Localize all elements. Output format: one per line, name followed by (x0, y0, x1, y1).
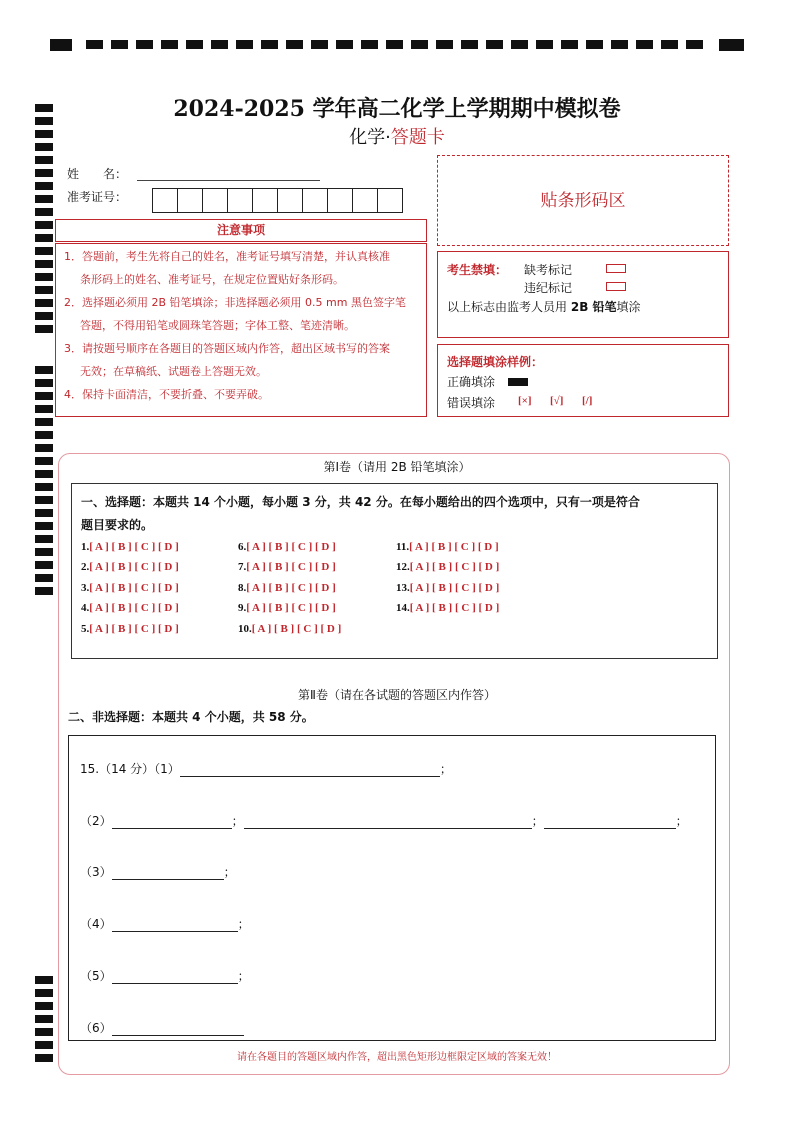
answer-line[interactable] (112, 815, 232, 829)
notice-title: 注意事项 (216, 223, 265, 237)
mc-question-12[interactable] (396, 561, 499, 573)
name-label: 姓 名： (67, 167, 128, 181)
page-title: 2024-2025 学年高二化学上学期期中模拟卷 (173, 96, 621, 122)
mc-question-5[interactable] (81, 623, 179, 635)
q15-label: 15.（14 分）（1） (80, 762, 180, 776)
wrong-fill-label: 错误填涂 (447, 396, 496, 410)
answer-line[interactable] (244, 815, 532, 829)
forbidden-title: 考生禁填： (447, 263, 508, 277)
correct-fill-sample (508, 378, 528, 386)
mc-number: 13. (396, 582, 410, 594)
semicolon: ； (439, 762, 452, 776)
sub-label: （5） (80, 969, 112, 983)
absent-label: 缺考标记 (524, 263, 573, 277)
violation-label: 违纪标记 (524, 281, 573, 295)
violation-mark-box[interactable] (606, 282, 626, 291)
semicolon: ； (223, 865, 236, 879)
sub-label: （4） (80, 917, 112, 931)
notice-item: 条形码上的姓名、准考证号，在规定位置贴好条形码。 (80, 273, 344, 286)
mc-options[interactable]: [ A ] [ B ] [ C ] [ D ] (89, 623, 179, 635)
mc-options[interactable]: [ A ] [ B ] [ C ] [ D ] (246, 541, 336, 553)
page-subtitle (0, 123, 794, 149)
subtitle-subject: 化学· (349, 127, 391, 148)
mc-number: 4. (81, 602, 90, 614)
part2-title: 第Ⅱ卷（请在各试题的答题区内作答） (298, 688, 496, 702)
notice-item: 2．选择题必须用 2B 铅笔填涂；非选择题必须用 0.5 mm 黑色签字笔 (64, 296, 406, 309)
fill-example-title: 选择题填涂样例： (447, 355, 544, 369)
mc-question-11[interactable] (396, 541, 499, 553)
wrong-fill-mark: [√] (550, 395, 564, 407)
semicolon: ； (231, 814, 244, 828)
sub-label: （2） (80, 814, 112, 828)
forbidden-box (437, 251, 729, 338)
question-15-box (68, 735, 716, 1041)
notice-item: 4．保持卡面清洁，不要折叠、不要弄破。 (64, 388, 269, 401)
part1-instructions: 一、选择题：本题共 14 个小题，每小题 3 分，共 42 分。在每小题给出的四个选项中，只有一项是符合 (81, 495, 640, 509)
mc-number: 2. (81, 561, 90, 573)
mc-options[interactable]: [ A ] [ B ] [ C ] [ D ] (89, 582, 179, 594)
mc-options[interactable]: [ A ] [ B ] [ C ] [ D ] (89, 561, 179, 573)
barcode-area (437, 155, 729, 246)
sub-label: （6） (80, 1021, 112, 1035)
mc-options[interactable]: [ A ] [ B ] [ C ] [ D ] (89, 541, 179, 553)
barcode-label: 贴条形码区 (540, 191, 626, 211)
q15-part6 (80, 1019, 244, 1036)
part1-instructions-cont: 题目要求的。 (81, 518, 154, 532)
notice-item: 1．答题前，考生先将自己的姓名，准考证号填写清楚，并认真核准 (64, 250, 390, 263)
footer-warning: 请在各题目的答题区域内作答，超出黑色矩形边框限定区域的答案无效！ (237, 1052, 557, 1063)
sub-label: （3） (80, 865, 112, 879)
mc-options[interactable]: [ A ] [ B ] [ C ] [ D ] (246, 561, 336, 573)
mc-question-9[interactable] (238, 602, 336, 614)
mc-options[interactable]: [ A ] [ B ] [ C ] [ D ] (409, 582, 500, 594)
mc-options[interactable]: [ A ] [ B ] [ C ] [ D ] (409, 541, 499, 553)
mc-question-1[interactable] (81, 541, 179, 553)
mc-question-14[interactable] (396, 602, 499, 614)
mc-question-4[interactable] (81, 602, 179, 614)
answer-line[interactable] (112, 918, 238, 932)
mc-question-2[interactable] (81, 561, 179, 573)
semicolon: ； (531, 814, 544, 828)
semicolon: ； (675, 814, 688, 828)
forbidden-note (447, 298, 641, 315)
mc-options[interactable]: [ A ] [ B ] [ C ] [ D ] (409, 602, 500, 614)
subtitle-answer-card: 答题卡 (390, 127, 445, 148)
absent-mark-box[interactable] (606, 264, 626, 273)
mc-options[interactable]: [ A ] [ B ] [ C ] [ D ] (409, 561, 500, 573)
mc-number: 5. (81, 623, 90, 635)
wrong-fill-mark: [/] (582, 395, 593, 407)
mc-question-13[interactable] (396, 582, 499, 594)
answer-line[interactable] (112, 1022, 244, 1036)
mc-question-7[interactable] (238, 561, 336, 573)
q15-part5 (80, 967, 250, 984)
answer-line[interactable] (544, 815, 676, 829)
answer-line[interactable] (112, 866, 224, 880)
name-field[interactable] (137, 180, 320, 181)
mc-number: 7. (238, 561, 247, 573)
q15-part1 (80, 760, 452, 777)
exam-id-cells[interactable] (152, 188, 402, 213)
mc-number: 8. (238, 582, 247, 594)
mc-number: 10. (238, 623, 252, 635)
mc-number: 9. (238, 602, 247, 614)
mc-question-10[interactable] (238, 623, 341, 635)
forbidden-note-prefix: 以上标志由监考人员用 (447, 300, 568, 314)
mc-options[interactable]: [ A ] [ B ] [ C ] [ D ] (246, 602, 336, 614)
mc-number: 6. (238, 541, 247, 553)
semicolon: ； (237, 969, 250, 983)
notice-box (55, 243, 427, 417)
forbidden-note-suffix: 填涂 (616, 300, 641, 314)
notice-item: 3．请按题号顺序在各题目的答题区域内作答，超出区域书写的答案 (64, 342, 390, 355)
mc-options[interactable]: [ A ] [ B ] [ C ] [ D ] (251, 623, 342, 635)
mc-options[interactable]: [ A ] [ B ] [ C ] [ D ] (89, 602, 179, 614)
mc-number: 11. (396, 541, 410, 553)
part1-title: 第Ⅰ卷（请用 2B 铅笔填涂） (323, 460, 471, 474)
part2-instructions: 二、非选择题：本题共 4 个小题，共 58 分。 (68, 710, 314, 724)
fill-example-box (437, 344, 729, 417)
mc-number: 14. (396, 602, 410, 614)
notice-title-box (55, 219, 427, 242)
mc-question-3[interactable] (81, 582, 179, 594)
mc-question-8[interactable] (238, 582, 336, 594)
q15-part4 (80, 915, 250, 932)
correct-fill-label: 正确填涂 (447, 375, 496, 389)
notice-item: 无效；在草稿纸、试题卷上答题无效。 (80, 365, 267, 378)
wrong-fill-mark: [×] (518, 395, 532, 407)
q15-part3 (80, 863, 236, 880)
mc-number: 3. (81, 582, 90, 594)
mc-options[interactable]: [ A ] [ B ] [ C ] [ D ] (246, 582, 336, 594)
semicolon: ； (237, 917, 250, 931)
mc-number: 1. (81, 541, 90, 553)
q15-part2 (80, 812, 688, 829)
forbidden-note-bold: 2B 铅笔 (570, 300, 617, 314)
answer-line[interactable] (112, 970, 238, 984)
exam-id-label: 准考证号： (67, 190, 128, 204)
mc-number: 12. (396, 561, 410, 573)
answer-line[interactable] (180, 763, 440, 777)
notice-item: 答题，不得用铅笔或圆珠笔答题；字体工整、笔迹清晰。 (80, 319, 355, 332)
mc-question-6[interactable] (238, 541, 336, 553)
